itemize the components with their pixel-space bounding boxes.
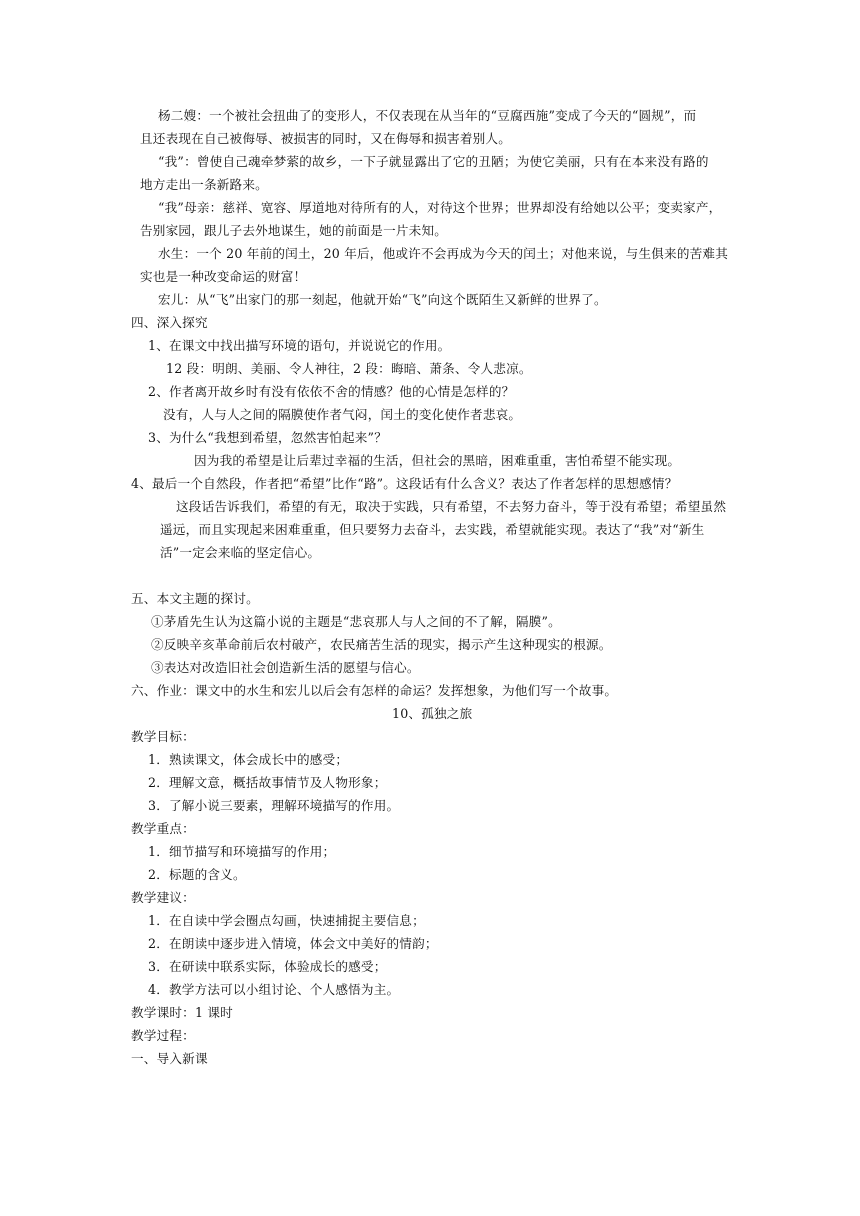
section4-q4: 4、最后一个自然段，作者把“希望”比作“路”。这段话有什么含义？表达了作者怎样的思想感情？ xyxy=(131,476,678,491)
advice-item: 3．在研读中联系实际，体验成长的感受； xyxy=(148,959,387,974)
char-shuisheng-line1: 水生：一个 20 年前的闰土，20 年后，他或许不会再成为今天的闰土；对他来说，与生俱来的苦难其 xyxy=(158,246,729,261)
goals-heading: 教学目标： xyxy=(131,729,195,744)
advice-item: 2．在朗读中逐步进入情境，体会文中美好的情韵； xyxy=(148,936,438,951)
process-heading: 教学过程： xyxy=(131,1028,195,1043)
section5-heading: 五、本文主题的探讨。 xyxy=(131,591,259,606)
section5-item: ③表达对改造旧社会创造新生活的愿望与信心。 xyxy=(151,660,420,675)
focus-item: 2．标题的含义。 xyxy=(148,867,246,882)
goal-item: 2．理解文意，概括故事情节及人物形象； xyxy=(148,775,387,790)
section4-a1: 12 段：明朗、美丽、令人神往，2 段：晦暗、萧条、令人悲凉。 xyxy=(166,361,532,376)
goal-item: 3．了解小说三要素，理解环境描写的作用。 xyxy=(148,798,400,813)
section4-a4-line3: 活”一定会来临的坚定信心。 xyxy=(160,545,321,560)
goal-item: 1．熟读课文，体会成长中的感受； xyxy=(148,752,349,767)
section4-a3: 因为我的希望是让后辈过幸福的生活，但社会的黑暗，困难重重，害怕希望不能实现。 xyxy=(194,453,681,468)
char-mother-line2: 告别家园，跟儿子去外地谋生，她的前面是一片未知。 xyxy=(140,223,448,238)
char-yang-line2: 且还表现在自己被侮辱、被损害的同时，又在侮辱和损害着别人。 xyxy=(140,131,512,146)
focus-item: 1．细节描写和环境描写的作用； xyxy=(148,844,336,859)
section4-a4-line2: 遥远，而且实现起来困难重重，但只要努力去奋斗，去实践，希望就能实现。表达了“我”对“新生 xyxy=(160,522,705,537)
section4-q3: 3、为什么“我想到希望，忽然害怕起来”？ xyxy=(148,430,387,445)
section5-item: ①茅盾先生认为这篇小说的主题是“悲哀那人与人之间的不了解，隔膜”。 xyxy=(151,614,561,629)
lesson-title: 10、孤独之旅 xyxy=(392,706,473,721)
char-wo-line2: 地方走出一条新路来。 xyxy=(140,177,268,192)
section4-a2: 没有，人与人之间的隔膜使作者气闷，闰土的变化使作者悲哀。 xyxy=(163,407,522,422)
char-wo-line1: “我”：曾使自己魂牵梦萦的故乡，一下子就显露出了它的丑陋；为使它美丽，只有在本来没有路的 xyxy=(158,154,709,169)
section6-homework: 六、作业：课文中的水生和宏儿以后会有怎样的命运？发挥想象，为他们写一个故事。 xyxy=(131,683,618,698)
section4-heading: 四、深入探究 xyxy=(131,315,208,330)
char-shuisheng-line2: 实也是一种改变命运的财富！ xyxy=(140,269,307,284)
section4-q2: 2、作者离开故乡时有没有依依不舍的情感？他的心情是怎样的？ xyxy=(148,384,515,399)
section4-a4-line1: 这段话告诉我们，希望的有无，取决于实践，只有希望，不去努力奋斗，等于没有希望；希望虽然 xyxy=(176,499,727,514)
section4-q1: 1、在课文中找出描写环境的语句，并说说它的作用。 xyxy=(148,338,451,353)
char-honger-line1: 宏儿：从“飞”出家门的那一刻起，他就开始“飞”向这个既陌生又新鲜的世界了。 xyxy=(158,292,607,307)
advice-item: 4．教学方法可以小组讨论、个人感悟为主。 xyxy=(148,982,400,997)
focus-heading: 教学重点： xyxy=(131,821,195,836)
advice-heading: 教学建议： xyxy=(131,890,195,905)
advice-item: 1．在自读中学会圈点勾画，快速捕捉主要信息； xyxy=(148,913,425,928)
step-intro: 一、导入新课 xyxy=(131,1051,208,1066)
class-hours: 教学课时：1 课时 xyxy=(131,1005,233,1020)
char-mother-line1: “我”母亲：慈祥、宽容、厚道地对待所有的人，对待这个世界；世界却没有给她以公平；变卖家产， xyxy=(158,200,722,215)
section5-item: ②反映辛亥革命前后农村破产，农民痛苦生活的现实，揭示产生这种现实的根源。 xyxy=(151,637,612,652)
char-yang-line1: 杨二嫂：一个被社会扭曲了的变形人，不仅表现在从当年的“豆腐西施”变成了今天的“圆规”，而 xyxy=(158,108,697,123)
